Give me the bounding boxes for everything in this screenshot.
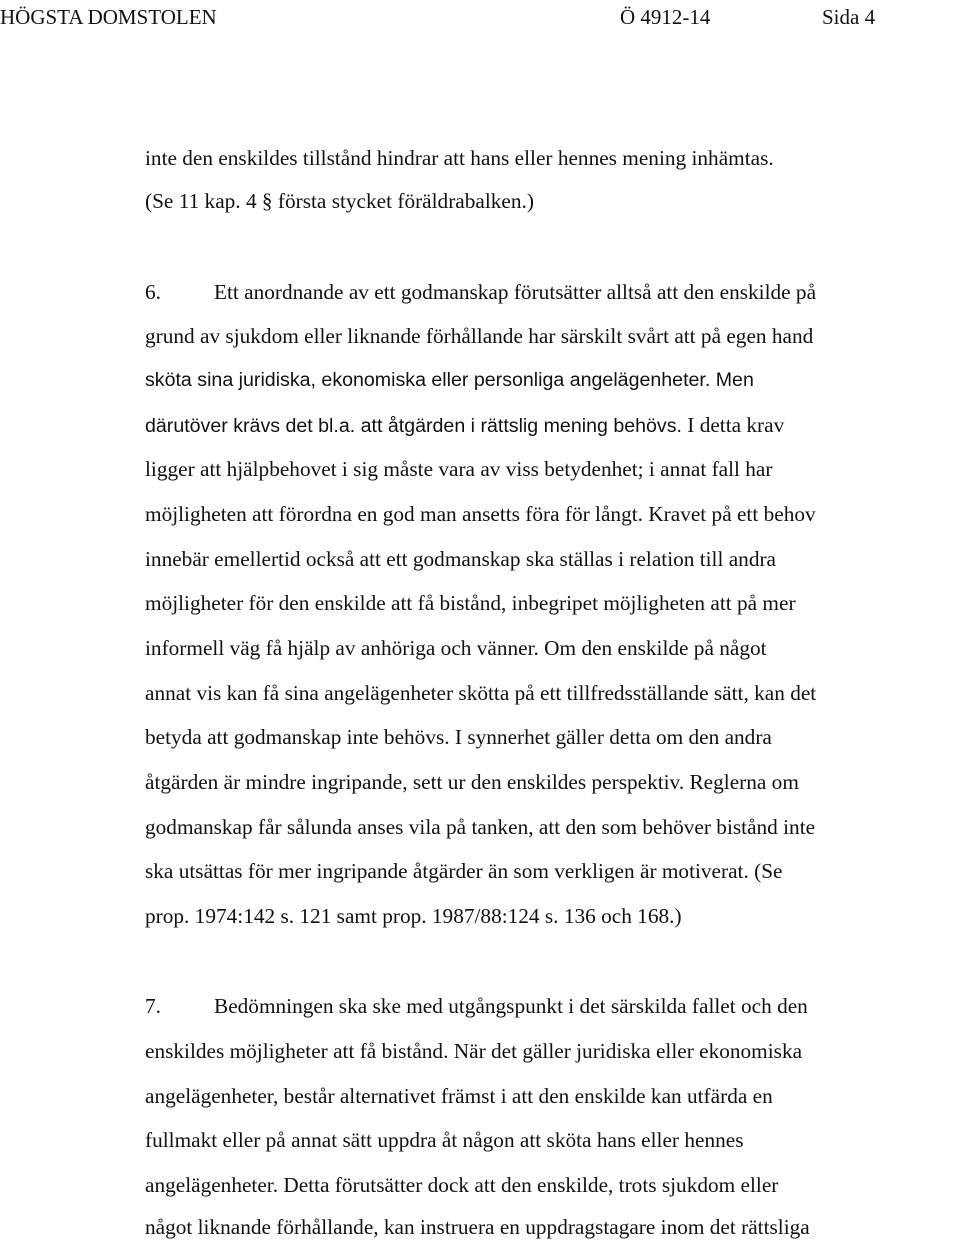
text-line: ligger att hjälpbehovet i sig måste vara av viss betydenhet; i annat fall har bbox=[145, 457, 773, 481]
page-number: Sida 4 bbox=[822, 5, 876, 29]
text-line: angelägenheter, består alternativet främst i att den enskilde kan utfärda en bbox=[145, 1084, 773, 1108]
text-line: fullmakt eller på annat sätt uppdra åt någon att sköta hans eller hennes bbox=[145, 1128, 744, 1152]
text-line: godmanskap får sålunda anses vila på tanken, att den som behöver bistånd inte bbox=[145, 815, 816, 839]
text-line: möjligheten att förordna en god man ansetts föra för långt. Kravet på ett behov bbox=[145, 502, 816, 526]
text-line: inte den enskildes tillstånd hindrar att hans eller hennes mening inhämtas. bbox=[145, 146, 774, 170]
case-number: Ö 4912-14 bbox=[620, 5, 711, 29]
paragraph-7-first-line bbox=[145, 986, 808, 1026]
court-name: HÖGSTA DOMSTOLEN bbox=[0, 5, 217, 29]
text-segment: I detta krav bbox=[681, 413, 785, 437]
page-header bbox=[0, 0, 960, 34]
text-line: betyda att godmanskap inte behövs. I synnerhet gäller detta om den andra bbox=[145, 725, 772, 749]
text-line: möjligheter för den enskilde att få bistånd, inbegripet möjligheten att på mer bbox=[145, 591, 796, 615]
paragraph-number: 7. bbox=[145, 994, 161, 1018]
text-line: prop. 1974:142 s. 121 samt prop. 1987/88:124 s. 136 och 168.) bbox=[145, 904, 682, 928]
text-line: enskildes möjligheter att få bistånd. När det gäller juridiska eller ekonomiska bbox=[145, 1039, 803, 1063]
text-line: något liknande förhållande, kan instruera en uppdragstagare inom det rättsliga bbox=[145, 1215, 810, 1239]
text-line: grund av sjukdom eller liknande förhållande har särskilt svårt att på egen hand bbox=[145, 324, 814, 348]
text-line: (Se 11 kap. 4 § första stycket föräldrabalken.) bbox=[145, 189, 534, 213]
text-line: innebär emellertid också att ett godmanskap ska ställas i relation till andra bbox=[145, 547, 777, 571]
text-line: ska utsättas för mer ingripande åtgärder än som verkligen är motiverat. (Se bbox=[145, 859, 783, 883]
text-segment: därutöver krävs det bl.a. att åtgärden i rättslig mening behövs. bbox=[145, 415, 682, 437]
text-line: Ett anordnande av ett godmanskap förutsätter alltså att den enskilde på bbox=[214, 280, 817, 304]
text-line: angelägenheter. Detta förutsätter dock att den enskilde, trots sjukdom eller bbox=[145, 1173, 779, 1197]
text-line: sköta sina juridiska, ekonomiska eller personliga angelägenheter. Men bbox=[145, 369, 754, 391]
text-line: åtgärden är mindre ingripande, sett ur den enskildes perspektiv. Reglerna om bbox=[145, 770, 799, 794]
text-line: Bedömningen ska ske med utgångspunkt i det särskilda fallet och den bbox=[214, 994, 808, 1018]
text-line: annat vis kan få sina angelägenheter skötta på ett tillfredsställande sätt, kan det bbox=[145, 681, 817, 705]
text-line: informell väg få hjälp av anhöriga och vänner. Om den enskilde på något bbox=[145, 636, 767, 660]
paragraph-number: 6. bbox=[145, 280, 161, 304]
text-line-mixed bbox=[145, 405, 784, 445]
paragraph-6-first-line bbox=[145, 272, 816, 312]
